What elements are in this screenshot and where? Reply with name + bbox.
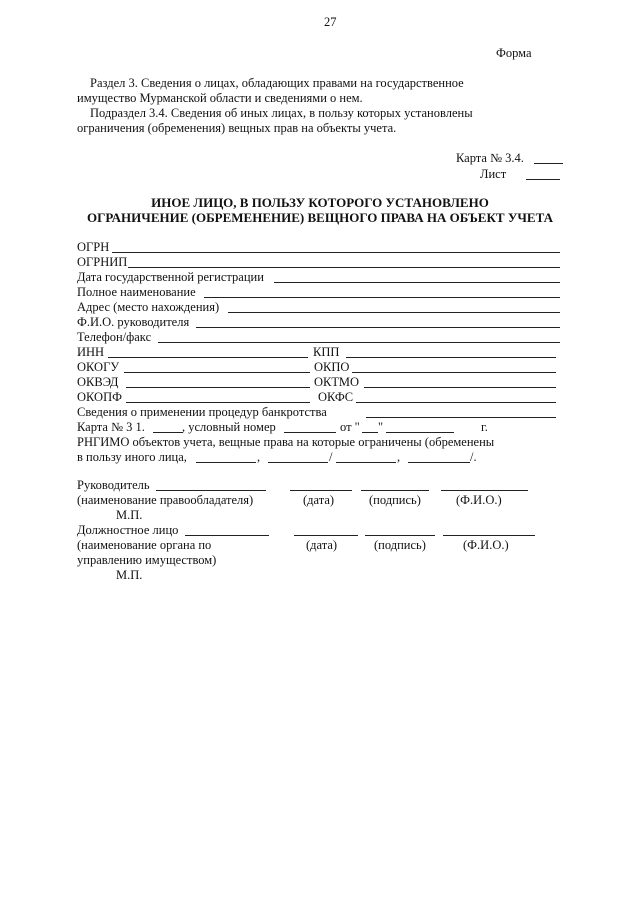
card-ref-blank-1 [196,462,256,463]
official-signature-caption: (подпись) [374,538,426,552]
field-ogrnip-label: ОГРНИП [77,255,128,269]
card-number-line [534,163,563,164]
card-ref-quote: " [378,420,384,434]
card-ref-rngimo-line: РНГИМО объектов учета, вещные права на которые ограничены (обременены [77,435,495,449]
card-ref-blank-3 [336,462,396,463]
card-ref-end: /. [470,450,477,464]
field-full-name-label: Полное наименование [77,285,196,299]
field-director-line [196,327,560,328]
official-label: Должностное лицо [77,523,179,537]
field-phone-line [158,342,560,343]
page-number: 27 [324,15,337,29]
card-ref-from-label: от " [340,420,360,434]
intro-line-2: имущество Мурманской области и сведениями о нем. [77,91,363,105]
official-stamp-label: М.П. [116,568,143,582]
field-address-label: Адрес (место нахождения) [77,300,220,314]
field-oktmo-label: ОКТМО [314,375,359,389]
official-date-line [294,535,358,536]
field-reg-date-line [274,282,560,283]
field-director-label: Ф.И.О. руководителя [77,315,190,329]
field-reg-date-label: Дата государственной регистрации [77,270,264,284]
card-ref-number-line [153,432,183,433]
head-label: Руководитель [77,478,150,492]
authority-caption-line-2: управлению имуществом) [77,553,217,567]
field-okopf-line [126,402,310,403]
card-ref-slash: / [329,450,333,464]
field-bankruptcy-line [366,417,556,418]
head-signature-caption: (подпись) [369,493,421,507]
head-signature-line [361,490,429,491]
intro-line-4: ограничения (обременения) вещных прав на объекты учета. [77,121,397,135]
authority-caption-line-1: (наименование органа по [77,538,212,552]
field-okopf-label: ОКОПФ [77,390,122,404]
head-date-line [290,490,352,491]
head-stamp-label: М.П. [116,508,143,522]
field-okved-label: ОКВЭД [77,375,119,389]
card-ref-cond-number-label: , условный номер [182,420,276,434]
field-okved-line [126,387,310,388]
field-bankruptcy-label: Сведения о применении процедур банкротства [77,405,327,419]
sheet-number-line [526,179,560,180]
official-signature-line [365,535,435,536]
field-okogu-label: ОКОГУ [77,360,120,374]
field-inn-line [108,357,308,358]
form-title-line-2: ОГРАНИЧЕНИЕ (ОБРЕМЕНЕНИЕ) ВЕЩНОГО ПРАВА НА ОБЪЕКТ УЧЕТА [87,210,553,225]
intro-line-3: Подраздел 3.4. Сведения об иных лицах, в пользу которых установлены [90,106,473,120]
field-address-line [228,312,560,313]
field-okfs-label: ОКФС [318,390,354,404]
official-date-caption: (дата) [306,538,338,552]
intro-line-1: Раздел 3. Сведения о лицах, обладающих правами на государственное [90,76,464,90]
card-ref-blank-2 [268,462,328,463]
official-fio-caption: (Ф.И.О.) [463,538,509,552]
field-okfs-line [356,402,556,403]
field-ogrn-label: ОГРН [77,240,110,254]
card-ref-comma-1: , [257,450,261,464]
field-inn-label: ИНН [77,345,105,359]
card-ref-blank-4 [408,462,470,463]
field-phone-label: Телефон/факс [77,330,152,344]
card-ref-day-line [362,432,378,433]
field-ogrnip-line [128,267,560,268]
head-fio-line [441,490,528,491]
sheet-label: Лист [480,167,507,181]
card-ref-in-favor-label: в пользу иного лица, [77,450,187,464]
field-okpo-line [352,372,556,373]
head-fio-caption: (Ф.И.О.) [456,493,502,507]
field-okpo-label: ОКПО [314,360,350,374]
holder-name-caption: (наименование правообладателя) [77,493,254,507]
card-ref-year-suffix: г. [481,420,488,434]
card-number-label: Карта № 3.4. [456,151,524,165]
field-kpp-line [346,357,556,358]
card-ref-comma-2: , [397,450,401,464]
field-ogrn-line [112,252,560,253]
card-ref-cond-number-line [284,432,336,433]
card-ref-month-line [386,432,454,433]
official-fio-line [443,535,535,536]
field-oktmo-line [364,387,556,388]
field-full-name-line [204,297,560,298]
field-okogu-line [124,372,310,373]
field-kpp-label: КПП [313,345,340,359]
head-date-caption: (дата) [303,493,335,507]
form-title-line-1: ИНОЕ ЛИЦО, В ПОЛЬЗУ КОТОРОГО УСТАНОВЛЕНО [151,195,489,210]
card-ref-prefix: Карта № 3 1. [77,420,145,434]
form-label: Форма [496,46,532,60]
official-authority-line [185,535,269,536]
head-holder-line [156,490,266,491]
